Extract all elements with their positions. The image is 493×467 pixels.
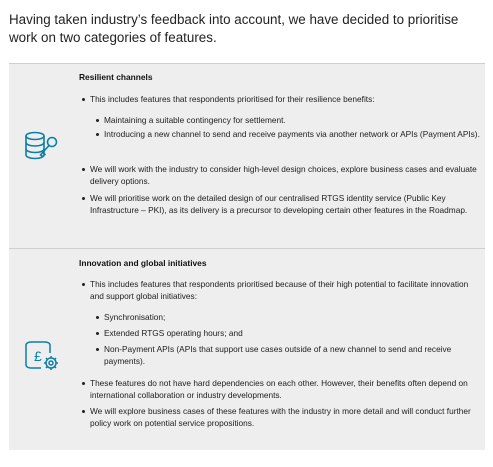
list-item: This includes features that respondents prioritised because of their high potential to facilitate innovation and support global initiatives: [90, 278, 482, 302]
intro-paragraph: Having taken industry’s feedback into account, we have decided to prioritise work on two categories of features. [9, 12, 459, 45]
list-item: These features do not have hard dependencies on each other. However, their benefits often depend on international collaboration or industry developments. [90, 377, 482, 401]
section-innovation-global-initiatives [9, 248, 485, 450]
section-resilient-channels [9, 63, 485, 248]
list-item: Introducing a new channel to send and receive payments via another network or APIs (Payment APIs). [104, 128, 482, 140]
pound-gears-icon [23, 337, 63, 378]
section-heading: Resilient channels [79, 72, 153, 82]
list-item: We will work with the industry to consider high-level design choices, explore business cases and evaluate delivery options. [90, 163, 482, 187]
section-heading: Innovation and global initiatives [79, 258, 207, 268]
list-item: Maintaining a suitable contingency for settlement. [104, 114, 482, 126]
svg-text:£: £ [34, 348, 42, 364]
list-item: This includes features that respondents prioritised for their resilience benefits: [90, 93, 482, 105]
database-key-icon [23, 130, 63, 171]
list-item: Synchronisation; [104, 311, 482, 323]
list-item: We will explore business cases of these features with the industry in more detail and will conduct further policy work on potential service propositions. [90, 405, 482, 429]
list-item: Non-Payment APIs (APIs that support use cases outside of a new channel to send and receive payments). [104, 343, 482, 367]
list-item: We will prioritise work on the detailed design of our centralised RTGS identity service (Public Key Infrastructure – PKI), as its delivery is a precursor to developing certain other features in the Roadmap. [90, 192, 482, 216]
list-item: Extended RTGS operating hours; and [104, 327, 482, 339]
